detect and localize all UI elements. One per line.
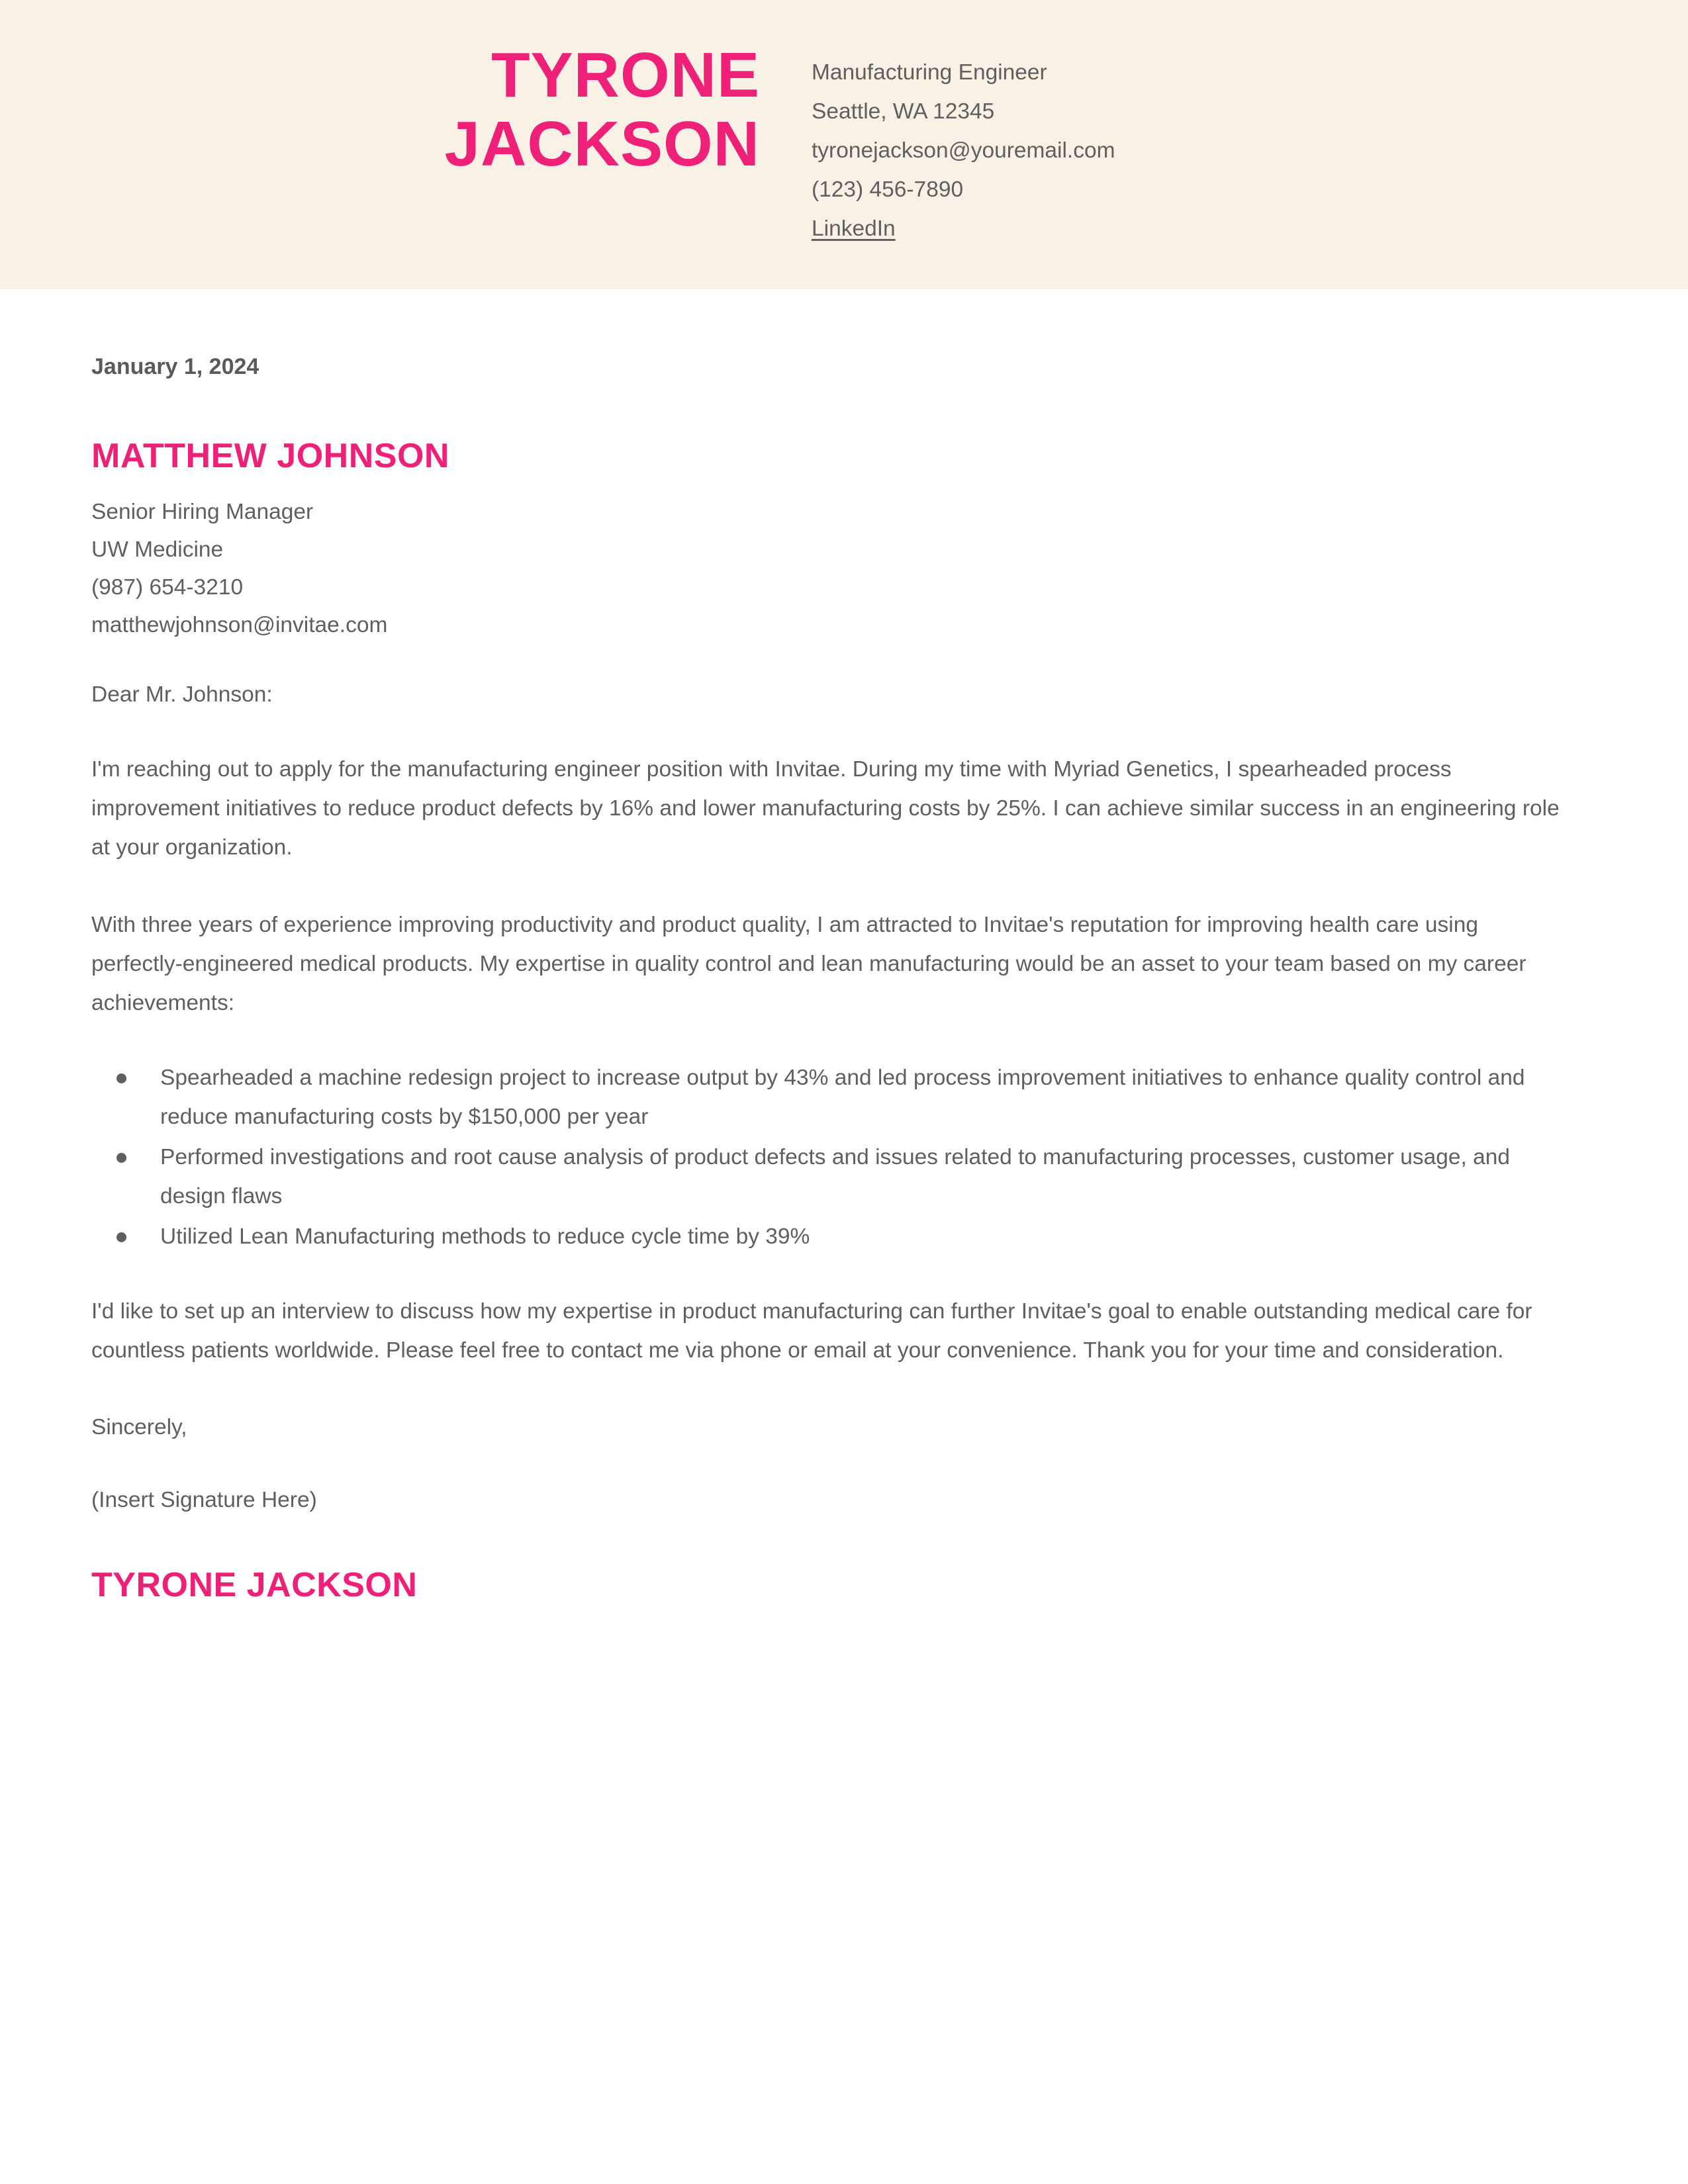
body-paragraph-1: I'm reaching out to apply for the manufacturing engineer position with Invitae. During my time with Myriad Genetics, I spearheaded process improvement initiatives to reduce product defects by 16% and lower manufacturing costs by 25%. I can achieve similar success in an engineering role at your organization.: [91, 757, 1560, 860]
recipient-phone: (987) 654-3210: [91, 575, 244, 600]
achievement-text: Performed investigations and root cause analysis of product defects and issues related to manufacturing processes, customer usage, and design flaws: [160, 1145, 1511, 1208]
bullet-dot-icon: [117, 1232, 126, 1242]
list-item: [91, 1217, 1566, 1256]
closing-paragraph: I'd like to set up an interview to discuss how my expertise in product manufacturing can further Invitae's goal to enable outstanding medical care for countless patients worldwide. Please feel free to contact me via phone or email at your convenience. Thank you for your time and consideration.: [91, 1299, 1532, 1363]
recipient-title: Senior Hiring Manager: [91, 500, 314, 524]
applicant-first-name: TYRONE: [491, 40, 760, 111]
letterhead-header: [0, 0, 1688, 289]
applicant-name-block: [0, 0, 760, 179]
achievement-text: Utilized Lean Manufacturing methods to reduce cycle time by 39%: [160, 1224, 810, 1249]
sign-off: Sincerely,: [91, 1415, 187, 1439]
achievement-text: Spearheaded a machine redesign project to increase output by 43% and led process improvement initiatives to enhance quality control and reduce manufacturing costs by $150,000 per year: [160, 1066, 1525, 1129]
linkedin-link[interactable]: LinkedIn: [812, 216, 896, 241]
applicant-last-name: JACKSON: [444, 109, 760, 179]
recipient-email: matthewjohnson@invitae.com: [91, 613, 388, 637]
recipient-name: MATTHEW JOHNSON: [91, 437, 449, 475]
achievements-list: [91, 1058, 1566, 1256]
bullet-dot-icon: [117, 1073, 126, 1083]
list-item: [91, 1138, 1566, 1216]
applicant-linkedin-line: [812, 209, 1115, 248]
letter-date: January 1, 2024: [91, 354, 259, 379]
signature-name: TYRONE JACKSON: [91, 1566, 418, 1604]
applicant-job-title: Manufacturing Engineer: [812, 60, 1047, 85]
applicant-email[interactable]: tyronejackson@youremail.com: [812, 138, 1115, 163]
body-paragraph-2: With three years of experience improving productivity and product quality, I am attracted to Invitae's reputation for improving health care using perfectly-engineered medical products. My expertise in quality control and lean manufacturing would be an asset to your team based on my career achievements:: [91, 913, 1526, 1015]
applicant-contact-block: [760, 0, 1115, 248]
list-item: [91, 1058, 1566, 1136]
letter-body: [0, 353, 1560, 1606]
bullet-dot-icon: [117, 1153, 126, 1163]
applicant-location: Seattle, WA 12345: [812, 99, 995, 124]
recipient-company: UW Medicine: [91, 537, 224, 562]
signature-placeholder: (Insert Signature Here): [91, 1488, 317, 1512]
applicant-phone[interactable]: (123) 456-7890: [812, 177, 964, 202]
recipient-details: [91, 493, 1523, 644]
letterhead-inner: [0, 0, 1688, 289]
salutation: Dear Mr. Johnson:: [91, 682, 273, 707]
